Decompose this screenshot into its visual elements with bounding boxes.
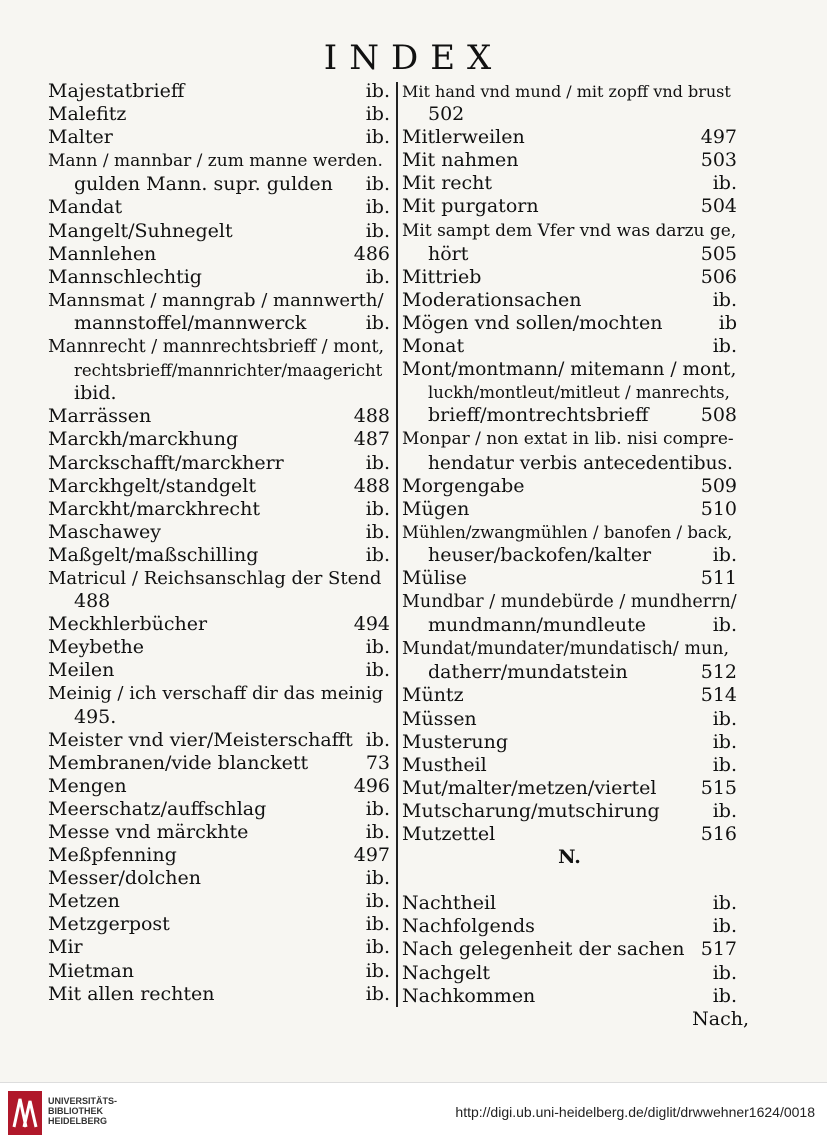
- index-entry: [48, 659, 390, 682]
- index-entry: [402, 938, 737, 961]
- entry-term: Marckschafft/marckherr: [48, 451, 284, 474]
- entry-page-ref: 514: [700, 684, 737, 707]
- entry-term: Messer/dolchen: [48, 867, 201, 890]
- entry-term: Mont/montmann/ mitemann / mont,: [402, 359, 737, 381]
- index-entry: [402, 289, 737, 312]
- entry-term: Mülise: [402, 566, 467, 589]
- entry-page-ref: ib.: [712, 799, 737, 822]
- entry-term: Matricul / Reichsanschlag der Stend: [48, 567, 382, 589]
- entry-term: Malefitz: [48, 103, 127, 126]
- index-entry: [402, 381, 737, 404]
- entry-term: Marckh/marckhung: [48, 428, 239, 451]
- section-letter: N.: [558, 846, 581, 869]
- entry-term: Nachkommen: [402, 984, 536, 1007]
- index-entry: [48, 126, 390, 149]
- index-entry: [48, 498, 390, 521]
- entry-term: Mögen vnd sollen/mochten: [402, 311, 663, 334]
- library-name: [48, 1096, 117, 1126]
- entry-page-ref: ib.: [365, 196, 390, 219]
- entry-page-ref: 517: [700, 938, 737, 961]
- entry-page-ref: ib.: [365, 890, 390, 913]
- index-entry: [402, 149, 737, 172]
- entry-term: heuser/backofen/kalter: [428, 543, 652, 566]
- index-entry: [402, 103, 737, 126]
- index-entry: [402, 243, 737, 266]
- entry-term: Mannschlechtig: [48, 265, 202, 288]
- entry-page-ref: 510: [700, 497, 737, 520]
- library-logo-icon: [8, 1091, 42, 1135]
- index-entry: [48, 80, 390, 103]
- entry-term: Marrässen: [48, 405, 152, 428]
- entry-term: Nachfolgends: [402, 915, 535, 938]
- entry-page-ref: 512: [700, 661, 737, 684]
- entry-term: Mit nahmen: [402, 149, 519, 172]
- entry-page-ref: 488: [353, 474, 390, 497]
- index-entry: [48, 844, 390, 867]
- entry-page-ref: 487: [353, 428, 390, 451]
- entry-term: 502: [428, 103, 465, 126]
- entry-page-ref: ib.: [365, 126, 390, 149]
- entry-term: Müntz: [402, 684, 464, 707]
- index-entry: [48, 567, 390, 590]
- index-entry: [48, 289, 390, 312]
- entry-term: Nachtheil: [402, 892, 497, 915]
- index-entry: [48, 729, 390, 752]
- entry-page-ref: 505: [700, 242, 737, 265]
- index-entry: [402, 80, 737, 103]
- entry-term: Mügen: [402, 497, 470, 520]
- entry-page-ref: ib.: [365, 311, 390, 334]
- entry-page-ref: 486: [353, 242, 390, 265]
- index-entry: [402, 590, 737, 614]
- entry-term: Mühlen/zwangmühlen / banofen / back,: [402, 522, 733, 542]
- entry-term: Mundbar / mundebürde / mundherrn/: [402, 592, 737, 613]
- entry-page-ref: ib.: [712, 984, 737, 1007]
- index-entry: [402, 452, 737, 475]
- entry-page-ref: 509: [700, 474, 737, 497]
- index-entry: [48, 521, 390, 544]
- entry-page-ref: ib.: [712, 892, 737, 915]
- entry-term: luckh/montleut/mitleut / manrechts,: [428, 383, 730, 403]
- entry-term: Nachgelt: [402, 961, 490, 984]
- entry-page-ref: ib.: [712, 172, 737, 195]
- index-entry: [48, 220, 390, 243]
- left-column: [48, 80, 390, 1006]
- entry-page-ref: ib.: [365, 659, 390, 682]
- entry-term: Mit hand vnd mund / mit zopff vnd brust: [402, 82, 731, 101]
- entry-page-ref: ib.: [365, 219, 390, 242]
- entry-page-ref: ib.: [365, 103, 390, 126]
- index-entry: [48, 752, 390, 775]
- index-entry: [402, 404, 737, 427]
- entry-page-ref: ib.: [365, 451, 390, 474]
- index-entry: [402, 521, 737, 544]
- index-entry: [402, 777, 737, 800]
- entry-term: Mannlehen: [48, 242, 157, 265]
- entry-term: datherr/mundatstein: [428, 661, 628, 684]
- index-entry: [48, 544, 390, 567]
- index-entry: [402, 684, 737, 707]
- entry-term: Mut/malter/metzen/viertel: [402, 776, 657, 799]
- index-entry: [48, 983, 390, 1006]
- entry-page-ref: ib.: [365, 936, 390, 959]
- index-entry: [48, 613, 390, 636]
- entry-term: rechtsbrieff/mannrichter/maagericht: [74, 361, 383, 381]
- entry-term: Morgengabe: [402, 474, 525, 497]
- entry-term: mundmann/mundleute: [428, 614, 646, 637]
- index-entry: [48, 590, 390, 613]
- index-entry: [48, 196, 390, 219]
- index-entry: [48, 636, 390, 659]
- entry-page-ref: ib.: [712, 543, 737, 566]
- entry-term: Mitlerweilen: [402, 126, 525, 149]
- entry-page-ref: ib.: [712, 707, 737, 730]
- entry-term: Mit sampt dem Vfer vnd was darzu ge,: [402, 220, 737, 241]
- entry-page-ref: ib.: [712, 335, 737, 358]
- entry-term: Mit allen rechten: [48, 982, 215, 1005]
- entry-term: Moderationsachen: [402, 288, 582, 311]
- entry-term: Meybethe: [48, 636, 144, 659]
- index-entry: [402, 800, 737, 823]
- index-entry: [402, 915, 737, 938]
- entry-page-ref: 511: [700, 566, 737, 589]
- index-entry: [402, 427, 737, 451]
- entry-term: gulden Mann. supr. gulden: [74, 173, 333, 196]
- entry-term: Maschawey: [48, 520, 161, 543]
- index-entry: [402, 498, 737, 521]
- index-entry: [402, 892, 737, 915]
- entry-page-ref: ib.: [712, 730, 737, 753]
- entry-term: Mannrecht / mannrechtsbrieff / mont,: [48, 337, 385, 358]
- entry-page-ref: 494: [353, 613, 390, 636]
- entry-page-ref: 488: [353, 405, 390, 428]
- entry-term: Meilen: [48, 659, 115, 682]
- entry-term: Maßgelt/maßschilling: [48, 543, 259, 566]
- entry-page-ref: ib.: [712, 915, 737, 938]
- page-title: INDEX: [323, 38, 504, 78]
- entry-term: Meinig / ich verschaff dir das meinig: [48, 683, 384, 705]
- index-entry: [402, 661, 737, 684]
- index-entry: [402, 962, 737, 985]
- index-entry: [402, 823, 737, 846]
- entry-page-ref: ib.: [365, 636, 390, 659]
- entry-page-ref: ib.: [365, 80, 390, 102]
- entry-page-ref: ib.: [365, 173, 390, 196]
- index-entry: [48, 405, 390, 428]
- entry-term: Meister vnd vier/Meisterschafft: [48, 728, 353, 751]
- entry-page-ref: 497: [700, 126, 737, 149]
- entry-term: Mit purgatorn: [402, 195, 539, 218]
- entry-page-ref: 503: [700, 149, 737, 172]
- index-entry: [48, 890, 390, 913]
- index-entry: [48, 266, 390, 289]
- entry-term: Mit recht: [402, 172, 493, 195]
- entry-term: Monat: [402, 335, 465, 358]
- index-entry: [402, 195, 737, 218]
- index-entry: [48, 867, 390, 890]
- entry-page-ref: ib.: [712, 753, 737, 776]
- entry-page-ref: ib.: [365, 728, 390, 751]
- entry-page-ref: ib.: [365, 497, 390, 520]
- entry-term: Musterung: [402, 730, 509, 753]
- index-entry: [402, 637, 737, 661]
- entry-page-ref: ib.: [365, 913, 390, 936]
- entry-term: Malter: [48, 126, 113, 149]
- entry-page-ref: ib.: [365, 520, 390, 543]
- index-entry: [402, 869, 737, 892]
- entry-term: Marckht/marckhrecht: [48, 497, 260, 520]
- entry-term: 488: [74, 590, 111, 613]
- entry-term: Nach gelegenheit der sachen: [402, 938, 685, 961]
- footer-bar: [0, 1082, 827, 1142]
- entry-page-ref: ib: [718, 311, 737, 334]
- entry-term: Mittrieb: [402, 265, 482, 288]
- entry-term: ibid.: [74, 382, 117, 405]
- index-entry: [402, 475, 737, 498]
- entry-page-ref: ib.: [365, 982, 390, 1005]
- entry-term: Meckhlerbücher: [48, 613, 208, 636]
- entry-term: Müssen: [402, 707, 477, 730]
- index-entry: [402, 358, 737, 381]
- index-entry: [48, 359, 390, 382]
- entry-term: Mengen: [48, 774, 127, 797]
- index-entry: [402, 985, 737, 1008]
- index-entry: [402, 708, 737, 731]
- entry-term: Mannsmat / manngrab / mannwerth/: [48, 289, 384, 311]
- entry-page-ref: ib.: [365, 543, 390, 566]
- index-entry: [402, 731, 737, 754]
- entry-page-ref: ib.: [365, 821, 390, 843]
- entry-term: Marckhgelt/standgelt: [48, 474, 257, 497]
- index-entry: [48, 173, 390, 196]
- index-entry: [402, 335, 737, 358]
- library-name-line: BIBLIOTHEK: [48, 1106, 103, 1116]
- entry-page-ref: ib.: [365, 867, 390, 890]
- source-url-link[interactable]: http://digi.ub.uni-heidelberg.de/diglit/drwwehner1624/0018: [455, 1104, 815, 1120]
- entry-term: mannstoffel/mannwerck: [74, 311, 307, 334]
- entry-page-ref: ib.: [712, 614, 737, 637]
- entry-page-ref: 497: [353, 844, 390, 867]
- entry-page-ref: 506: [700, 265, 737, 288]
- entry-term: brieff/montrechtsbrieff: [428, 404, 649, 427]
- entry-term: Messe vnd märckhte: [48, 821, 249, 843]
- entry-term: Mietman: [48, 959, 134, 982]
- index-entry: [48, 475, 390, 498]
- index-entry: [48, 243, 390, 266]
- entry-page-ref: ib.: [712, 288, 737, 311]
- entry-term: Metzen: [48, 890, 120, 913]
- entry-page-ref: 515: [700, 776, 737, 799]
- entry-term: Mutzettel: [402, 823, 496, 845]
- entry-page-ref: 516: [700, 823, 737, 845]
- entry-page-ref: ib.: [712, 961, 737, 984]
- entry-page-ref: ib.: [365, 797, 390, 820]
- entry-page-ref: 504: [700, 195, 737, 218]
- index-entry: [48, 798, 390, 821]
- index-entry: [48, 775, 390, 798]
- entry-term: Mutscharung/mutschirung: [402, 799, 660, 822]
- index-entry: [402, 266, 737, 289]
- entry-term: Mustheil: [402, 753, 487, 776]
- catchword: Nach,: [692, 1008, 749, 1030]
- index-entry: [48, 706, 390, 729]
- index-entry: [48, 960, 390, 983]
- index-entry: [48, 103, 390, 126]
- entry-term: Meerschatz/auffschlag: [48, 797, 267, 820]
- right-column: [402, 80, 737, 1008]
- index-entry: [402, 544, 737, 567]
- entry-term: Mundat/mundater/mundatisch/ mun,: [402, 639, 730, 660]
- entry-term: Metzgerpost: [48, 913, 170, 936]
- entry-term: Membranen/vide blanckett: [48, 751, 309, 774]
- entry-term: Mir: [48, 936, 83, 959]
- entry-page-ref: ib.: [365, 265, 390, 288]
- entry-term: Mangelt/Suhnegelt: [48, 219, 233, 242]
- index-entry: [48, 312, 390, 335]
- entry-term: hört: [428, 242, 469, 265]
- index-entry: [48, 821, 390, 844]
- entry-page-ref: 73: [365, 751, 390, 774]
- entry-page-ref: 496: [353, 774, 390, 797]
- index-entry: [402, 754, 737, 777]
- index-entry: [48, 452, 390, 475]
- entry-term: Majestatbrieff: [48, 80, 185, 102]
- index-entry: [48, 913, 390, 936]
- index-entry: [402, 172, 737, 195]
- index-entry: [48, 149, 390, 173]
- entry-page-ref: 508: [700, 404, 737, 427]
- entry-term: 495.: [74, 705, 117, 728]
- entry-term: Mann / mannbar / zum manne werden.: [48, 151, 383, 172]
- index-entry: [402, 614, 737, 637]
- entry-term: Mandat: [48, 196, 123, 219]
- library-name-line: HEIDELBERG: [48, 1116, 108, 1126]
- index-entry: [48, 335, 390, 359]
- index-entry: [48, 936, 390, 959]
- index-entry: [48, 682, 390, 705]
- entry-term: hendatur verbis antecedentibus.: [428, 452, 733, 474]
- index-entry: [402, 219, 737, 243]
- entry-term: Monpar / non extat in lib. nisi compre-: [402, 429, 734, 450]
- entry-page-ref: ib.: [365, 959, 390, 982]
- library-name-line: UNIVERSITÄTS-: [48, 1096, 118, 1106]
- column-divider: [396, 82, 398, 1007]
- entry-term: Meßpfenning: [48, 844, 177, 867]
- index-entry: [402, 567, 737, 590]
- index-entry: [402, 126, 737, 149]
- index-entry: [48, 382, 390, 405]
- index-entry: [48, 428, 390, 451]
- index-entry: [402, 312, 737, 335]
